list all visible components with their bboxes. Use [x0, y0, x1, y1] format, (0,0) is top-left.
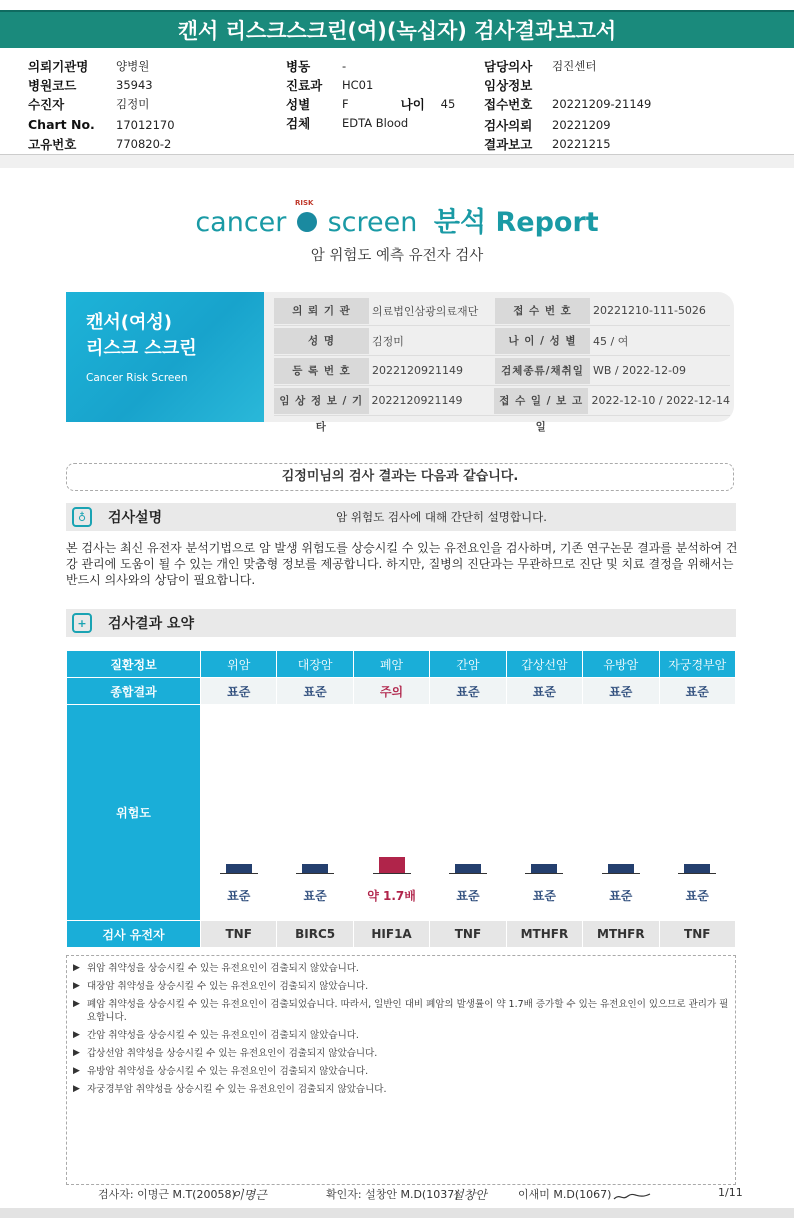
- header-col-1: [28, 56, 175, 153]
- header-col-3: [484, 56, 651, 153]
- test-gene: TNF: [201, 921, 277, 948]
- medical-kit-icon: +: [72, 613, 92, 633]
- test-gene: MTHFR: [583, 921, 659, 948]
- field-value: 770820-2: [116, 136, 172, 151]
- overall-result: 표준: [201, 678, 277, 705]
- card-info-row: [274, 326, 730, 356]
- page-number: 1/11: [718, 1186, 743, 1199]
- card-info-row: [274, 386, 731, 433]
- age-value: 45: [440, 96, 456, 111]
- risk-bar-baseline: [602, 873, 640, 874]
- header-field: [286, 75, 455, 94]
- risk-label: 표준: [532, 889, 556, 903]
- field-value: 김정미: [116, 96, 150, 111]
- field-label: 진료과: [286, 77, 323, 93]
- risk-bar-baseline: [373, 873, 411, 874]
- disease-header: 간암: [430, 651, 506, 678]
- risk-bar-area: [277, 705, 352, 920]
- field-value: 검진센터: [552, 58, 597, 73]
- card-title-en: Cancer Risk Screen: [86, 372, 188, 384]
- overall-result: 주의: [353, 678, 429, 705]
- field-value: 20221209: [552, 117, 611, 132]
- field-label: 수진자: [28, 96, 65, 112]
- note-text: 자궁경부암 취약성을 상승시킬 수 있는 유전요인이 검출되지 않았습니다.: [87, 1084, 387, 1095]
- risk-cell: [353, 705, 429, 921]
- section-test-description: [66, 503, 736, 531]
- risk-bar-baseline: [296, 873, 334, 874]
- bottom-band: [0, 1208, 794, 1218]
- note-text: 유방암 취약성을 상승시킬 수 있는 유전요인이 검출되지 않았습니다.: [87, 1066, 369, 1077]
- risk-cell: [201, 705, 277, 921]
- section-title: 검사결과 요약: [108, 616, 195, 632]
- report-subtitle: 암 위험도 예측 유전자 검사: [310, 248, 484, 264]
- arrow-right-icon: ▶: [73, 963, 80, 973]
- card-info-grid: [274, 296, 731, 433]
- header-field: [286, 56, 455, 75]
- note-item: [73, 1083, 729, 1096]
- field-label: 결과보고: [484, 136, 533, 152]
- doctor-2-signature: [612, 1192, 652, 1205]
- risk-bar-baseline: [525, 873, 563, 874]
- risk-bar-baseline: [678, 873, 716, 874]
- header-field: [286, 113, 455, 132]
- note-item: [73, 962, 729, 975]
- report-title: 캔서 리스크스크린(여)(녹십자) 검사결과보고서: [0, 10, 794, 48]
- note-text: 대장암 취약성을 상승시킬 수 있는 유전요인이 검출되지 않았습니다.: [87, 981, 369, 992]
- confirmer: 확인자: 설창안 M.D(1037): [326, 1188, 459, 1201]
- field-label: 병원코드: [28, 77, 77, 93]
- card-banner: [66, 292, 264, 422]
- risk-label: 표준: [303, 889, 327, 903]
- field-label: 고유번호: [28, 136, 77, 152]
- field-value: HC01: [342, 77, 374, 92]
- header-field: [286, 94, 455, 113]
- cancer-risk-screen-logo: [0, 200, 794, 240]
- header-info: [0, 52, 794, 152]
- note-item: [73, 980, 729, 993]
- header-field: [28, 115, 175, 134]
- info-value: 2022-12-10 / 2022-12-14: [591, 394, 731, 407]
- field-label: 검체: [286, 115, 311, 131]
- test-gene: MTHFR: [506, 921, 582, 948]
- stethoscope-icon: ♁: [72, 507, 92, 527]
- info-value: 45 / 여: [593, 334, 629, 348]
- risk-bar-area: [660, 705, 735, 920]
- risk-cell: [506, 705, 582, 921]
- patient-info-card: [66, 292, 734, 433]
- overall-result: 표준: [583, 678, 659, 705]
- field-label: 성별: [286, 96, 311, 112]
- header-col-2: [286, 56, 455, 132]
- risk-bar-baseline: [220, 873, 258, 874]
- arrow-right-icon: ▶: [73, 1066, 80, 1076]
- disease-header: 폐암: [353, 651, 429, 678]
- disease-header: 위암: [201, 651, 277, 678]
- risk-label: 표준: [609, 889, 633, 903]
- field-value: 17012170: [116, 117, 175, 132]
- risk-cell: [430, 705, 506, 921]
- info-key: 나 이 / 성 별: [495, 328, 590, 354]
- result-notes: [66, 955, 736, 1185]
- header-field: [28, 56, 175, 75]
- field-value: F: [342, 96, 349, 111]
- info-key: 접 수 번 호: [495, 298, 590, 324]
- overall-result: 표준: [659, 678, 735, 705]
- risk-bar-area: [507, 705, 582, 920]
- field-label: 의뢰기관명: [28, 58, 89, 74]
- field-value: 20221209-21149: [552, 96, 652, 111]
- header-field: [484, 134, 651, 153]
- card-info-row: [274, 356, 730, 386]
- risk-bar-area: [201, 705, 276, 920]
- test-description-text: 본 검사는 최신 유전자 분석기법으로 암 발생 위험도를 상승시킬 수 있는 유전요인을 검사하며, 기존 연구논문 결과를 분석하여 건강 관리에 도움이 될 수 있는 개인 맞춤형 정보를 제공합니다. 하지만, 질병의 진단과는 무관하므로 진단 및 치료 결정을 위해서는 반드시 의사와의 상담이 필요합니다.: [66, 541, 738, 587]
- note-text: 갑상선암 취약성을 상승시킬 수 있는 유전요인이 검출되지 않았습니다.: [87, 1048, 378, 1059]
- risk-label: 표준: [456, 889, 480, 903]
- arrow-right-icon: ▶: [73, 1084, 80, 1094]
- field-label: 접수번호: [484, 96, 533, 112]
- row-label-disease: 질환정보: [67, 651, 201, 678]
- info-key: 의 뢰 기 관: [274, 298, 369, 324]
- test-gene: BIRC5: [277, 921, 353, 948]
- risk-cell: [659, 705, 735, 921]
- info-value: 의료법인삼광의료재단: [372, 304, 479, 318]
- risk-label: 표준: [227, 889, 251, 903]
- arrow-right-icon: ▶: [73, 981, 80, 991]
- note-text: 위암 취약성을 상승시킬 수 있는 유전요인이 검출되지 않았습니다.: [87, 963, 359, 974]
- header-field: [28, 75, 175, 94]
- section-desc: 암 위험도 검사에 대해 간단히 설명합니다.: [336, 510, 547, 524]
- info-value: 20221210-111-5026: [593, 304, 706, 317]
- header-field: [28, 94, 175, 113]
- test-gene: TNF: [659, 921, 735, 948]
- row-label-result: 종합결과: [67, 678, 201, 705]
- risk-bar-area: [430, 705, 505, 920]
- card-info-row: [274, 296, 730, 326]
- tester-signature: 이명근: [232, 1188, 267, 1202]
- info-value: 2022120921149: [372, 364, 463, 377]
- logo-text-screen: screen: [327, 207, 418, 238]
- disease-header: 갑상선암: [506, 651, 582, 678]
- info-key: 접 수 일 / 보 고 일: [494, 388, 589, 414]
- field-label: Chart No.: [28, 117, 95, 132]
- card-title-1: 캔서(여성): [86, 312, 173, 333]
- logo-plus-icon: [294, 198, 317, 232]
- field-label: 담당의사: [484, 58, 533, 74]
- info-key: 등 록 번 호: [274, 358, 369, 384]
- info-value: 2022120921149: [371, 394, 463, 407]
- card-title-2: 리스크 스크린: [86, 338, 197, 359]
- risk-bar-area: [583, 705, 658, 920]
- logo-risk-mark: RISK: [294, 198, 314, 207]
- info-key: 성 명: [274, 328, 369, 354]
- field-value: -: [342, 58, 347, 73]
- info-key: 임 상 정 보 / 기 타: [274, 388, 369, 414]
- note-item: [73, 998, 729, 1024]
- doctor-2: 이새미 M.D(1067): [518, 1188, 612, 1201]
- note-text: 폐암 취약성을 상승시킬 수 있는 유전요인이 검출되었습니다. 따라서, 일반인 대비 폐암의 발생률이 약 1.7배 증가할 수 있는 유전요인이 있으므로 관리가 필요합니다.: [87, 999, 729, 1023]
- risk-cell: [277, 705, 353, 921]
- field-label: 임상정보: [484, 77, 533, 93]
- note-item: [73, 1047, 729, 1060]
- field-label: 검사의뢰: [484, 117, 533, 133]
- risk-label: 표준: [685, 889, 709, 903]
- info-key: 검체종류/채취일: [495, 358, 590, 384]
- footer: [0, 1186, 794, 1208]
- section-result-summary: [66, 609, 736, 637]
- arrow-right-icon: ▶: [73, 1048, 80, 1058]
- overall-result: 표준: [430, 678, 506, 705]
- risk-bar: [379, 857, 405, 874]
- header-field: [484, 75, 651, 94]
- note-text: 간암 취약성을 상승시킬 수 있는 유전요인이 검출되지 않았습니다.: [87, 1030, 359, 1041]
- risk-cell: [583, 705, 659, 921]
- logo-text-cancer: cancer: [195, 207, 287, 238]
- tester: 검사자: 이명근 M.T(20058): [98, 1188, 236, 1201]
- risk-bar-area: [354, 705, 429, 920]
- overall-result: 표준: [277, 678, 353, 705]
- note-item: [73, 1029, 729, 1042]
- header-field: [484, 94, 651, 113]
- test-gene: HIF1A: [353, 921, 429, 948]
- info-value: 김정미: [372, 334, 404, 348]
- disease-header: 자궁경부암: [659, 651, 735, 678]
- divider-band: [0, 154, 794, 168]
- section-title: 검사설명: [108, 510, 163, 526]
- confirmer-signature: 설창안: [452, 1188, 487, 1202]
- test-gene: TNF: [430, 921, 506, 948]
- header-field: [484, 115, 651, 134]
- field-value: 양병원: [116, 58, 150, 73]
- overall-result: 표준: [506, 678, 582, 705]
- result-summary-table: [66, 650, 736, 948]
- note-item: [73, 1065, 729, 1078]
- field-label: 병동: [286, 58, 311, 74]
- disease-header: 유방암: [583, 651, 659, 678]
- risk-bar-baseline: [449, 873, 487, 874]
- row-label-gene: 검사 유전자: [67, 921, 201, 948]
- info-value: WB / 2022-12-09: [593, 364, 687, 377]
- field-value: EDTA Blood: [342, 115, 409, 130]
- header-field: [28, 134, 175, 153]
- header-field: [484, 56, 651, 75]
- arrow-right-icon: ▶: [73, 1030, 80, 1040]
- result-notice: 김정미님의 검사 결과는 다음과 같습니다.: [66, 463, 734, 491]
- risk-label: 약 1.7배: [367, 889, 416, 903]
- field-value: 35943: [116, 77, 153, 92]
- field-value: 20221215: [552, 136, 611, 151]
- arrow-right-icon: ▶: [73, 999, 80, 1009]
- age-label: 나이: [400, 96, 425, 112]
- row-label-risk: 위험도: [67, 705, 201, 921]
- disease-header: 대장암: [277, 651, 353, 678]
- logo-text-report: 분석 Report: [433, 207, 599, 238]
